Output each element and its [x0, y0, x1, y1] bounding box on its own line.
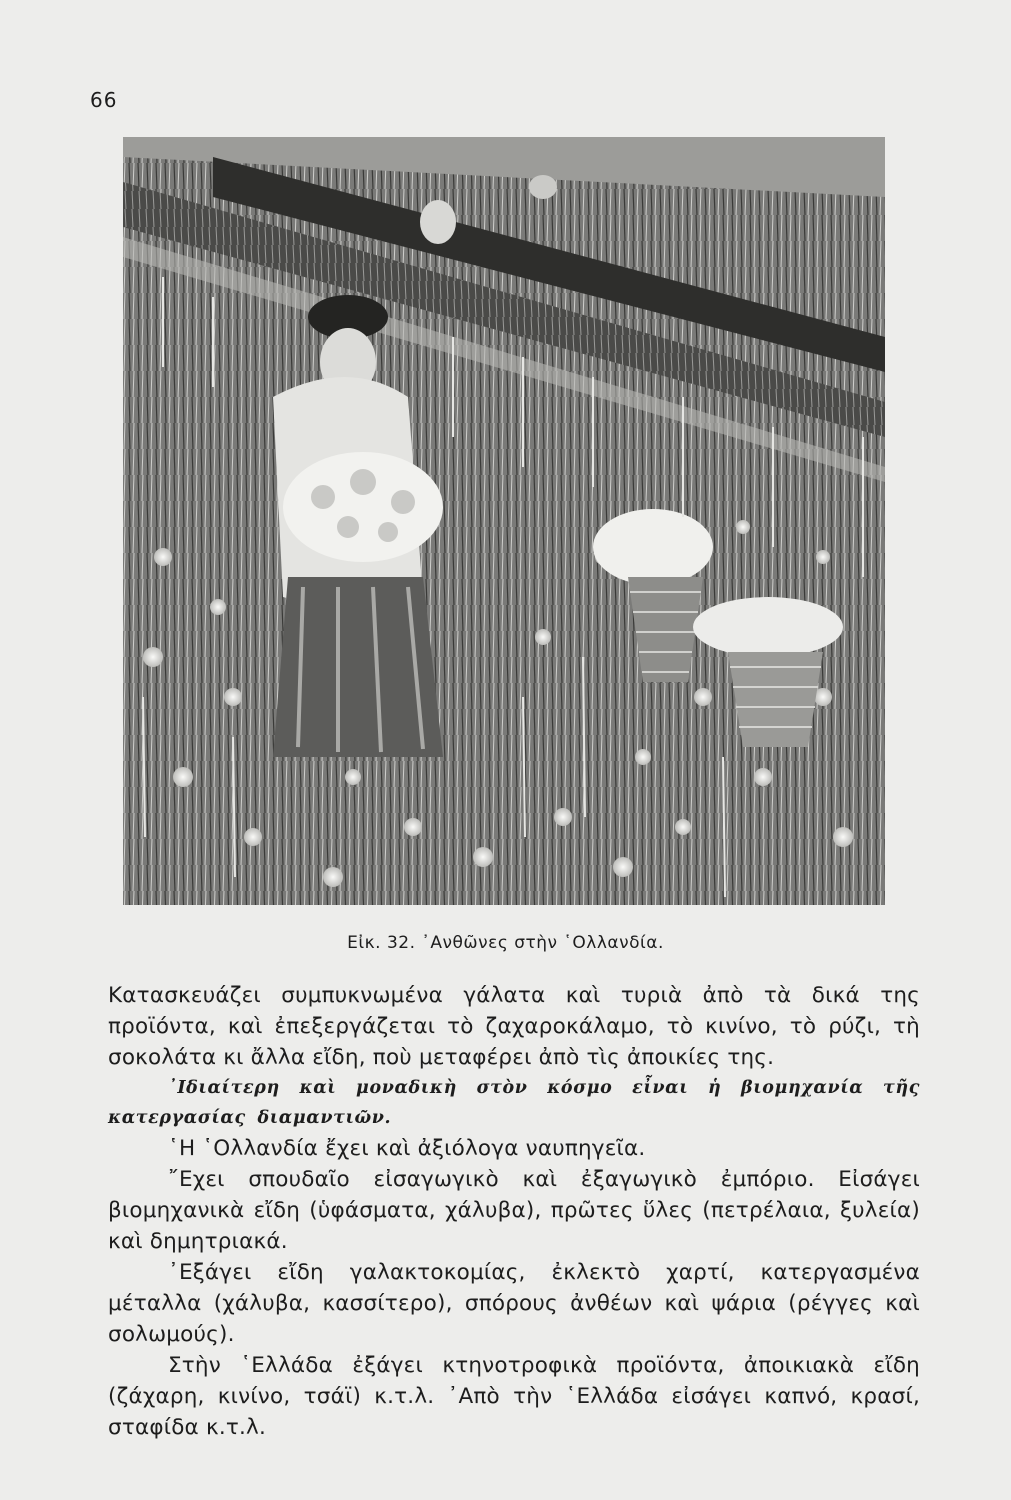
paragraph-shipyards: ῾Η ῾Ολλανδία ἔχει καὶ ἀξιόλογα ναυπηγεῖα. [168, 1136, 646, 1161]
figure-caption: Εἰκ. 32. ᾿Ανθῶνες στὴν ῾Ολλανδία. [347, 933, 664, 953]
figure-photo-flower-field [123, 137, 885, 905]
paragraph-greece-trade: Στὴν ῾Ελλάδα ἐξάγει κτηνοτροφικὰ προϊόντα, ἀποικιακὰ εἴδη (ζάχαρη, κινίνο, τσάϊ) κ.τ.λ. ᾿Απὸ τὴν ῾Ελλάδα εἰσάγει καπνό, κρασί, σταφίδα κ.τ.λ. [108, 1353, 920, 1440]
paragraph-imports: ῎Εχει σπουδαῖο εἰσαγωγικὸ καὶ ἐξαγωγικὸ ἐμπόριο. Εἰσάγει βιομηχανικὰ εἴδη (ὑφάσματα, χάλυβα), πρῶτες ὕλες (πετρέλαια, ξυλεία) καὶ δημητριακά. [108, 1167, 920, 1254]
body-text [108, 980, 920, 1443]
paragraph-production: Κατασκευάζει συμπυκνωμένα γάλατα καὶ τυριὰ ἀπὸ τὰ δικά της προϊόντα, καὶ ἐπεξεργάζεται τὸ ζαχαροκάλαμο, τὸ κινίνο, τὸ ρύζι, τὴ σοκολάτα κι ἄλλα εἴδη, ποὺ μεταφέρει ἀπὸ τὶς ἀποικίες της. [108, 983, 920, 1070]
paragraph-diamonds: ᾿Ιδιαίτερη καὶ μοναδικὴ στὸν κόσμο εἶναι ἡ βιομηχανία τῆς κατεργασίας διαμαντιῶν. [108, 1078, 920, 1128]
page-number: 66 [90, 88, 118, 112]
paragraph-exports: ᾿Εξάγει εἴδη γαλακτοκομίας, ἐκλεκτὸ χαρτί, κατεργασμένα μέταλλα (χάλυβα, κασσίτερο), σπόρους ἀνθέων καὶ ψάρια (ρέγγες καὶ σολωμούς). [108, 1260, 920, 1347]
